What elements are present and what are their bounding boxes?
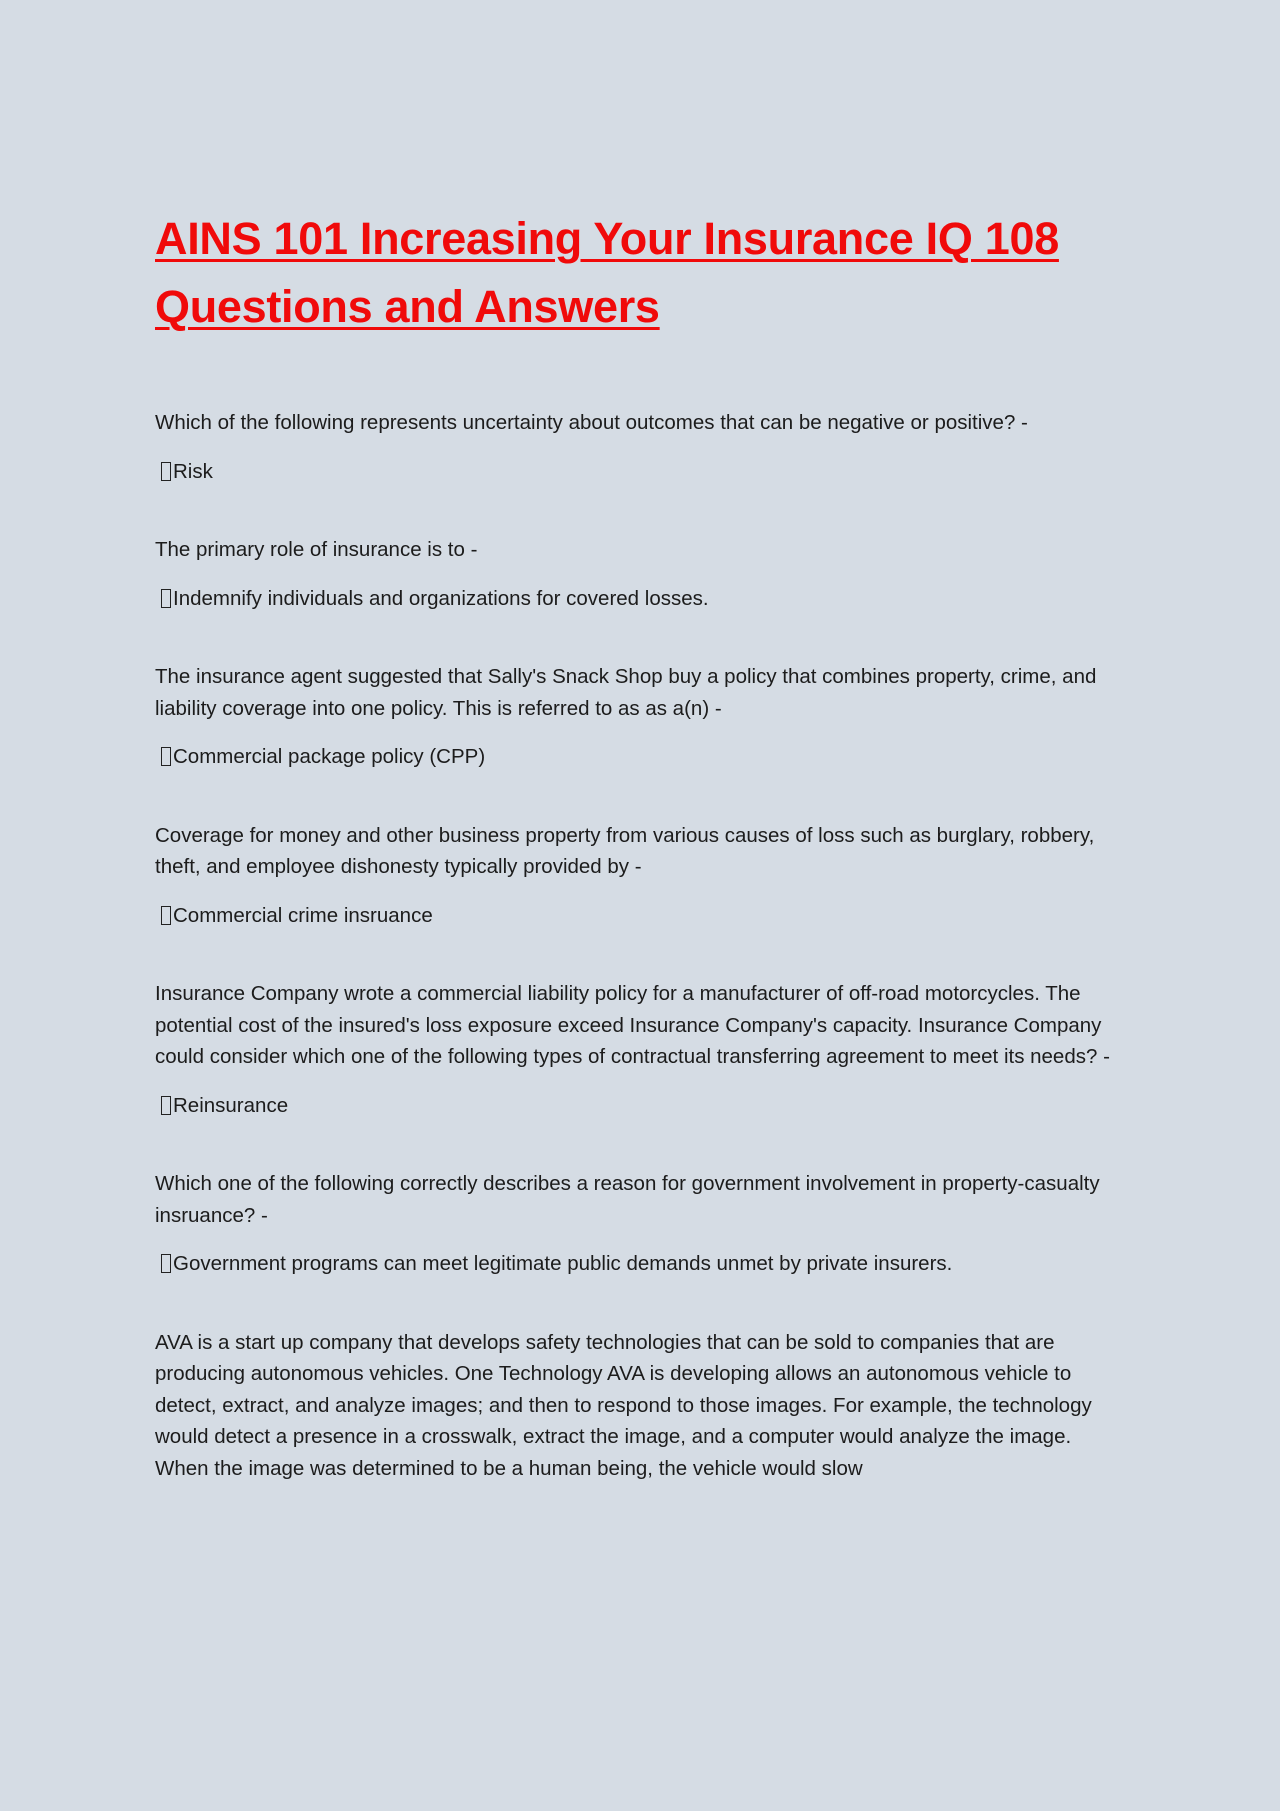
box-glyph-icon (161, 747, 171, 766)
answer-row (161, 1248, 1115, 1280)
document-body (155, 205, 1115, 1531)
question-text: The primary role of insurance is to - (155, 538, 478, 561)
box-glyph-icon (161, 1254, 171, 1273)
answer-text: Commercial crime insruance (173, 903, 433, 927)
qa-item (155, 661, 1115, 773)
question-text: Coverage for money and other business property from various causes of loss such as burglary, robbery, theft, and employee dishonesty typically provided by - (155, 823, 1095, 878)
answer-text: Indemnify individuals and organizations for covered losses. (173, 586, 709, 610)
qa-item (155, 1168, 1115, 1280)
answer-row (161, 900, 1115, 932)
box-glyph-icon (161, 589, 171, 608)
qa-item (155, 534, 1115, 614)
qa-item (155, 978, 1115, 1121)
answer-row (161, 456, 1115, 488)
question-text: Which of the following represents uncertainty about outcomes that can be negative or positive? - (155, 411, 1028, 434)
question-text: Which one of the following correctly describes a reason for government involvement in property-casualty insruance? - (155, 1172, 1100, 1227)
box-glyph-icon (161, 462, 171, 481)
question-text: The insurance agent suggested that Sally's Snack Shop buy a policy that combines property, crime, and liability coverage into one policy. This is referred to as as a(n) - (155, 665, 1097, 720)
answer-text: Government programs can meet legitimate public demands unmet by private insurers. (173, 1252, 953, 1275)
box-glyph-icon (161, 1096, 171, 1115)
qa-item (155, 1327, 1115, 1485)
question-text: Insurance Company wrote a commercial liability policy for a manufacturer of off-road motorcycles. The potential cost of the insured's loss exposure exceed Insurance Company's capacity. Insurance Company could consider which one of the following types of contractual transferring agreement to meet its needs? - (155, 982, 1110, 1068)
box-glyph-icon (161, 906, 171, 925)
document-title: AINS 101 Increasing Your Insurance IQ 108 Questions and Answers (155, 213, 1059, 332)
answer-row (161, 1090, 1115, 1122)
answer-text: Reinsurance (173, 1093, 289, 1117)
qa-list (155, 407, 1115, 1484)
qa-item (155, 407, 1115, 487)
answer-text: Risk (173, 459, 213, 483)
question-text: AVA is a start up company that develops safety technologies that can be sold to companies that are producing autonomous vehicles. One Technology AVA is developing allows an autonomous vehicle to detect, extract, and analyze images; and then to respond to those images. For example, the technology would detect a presence in a crosswalk, extract the image, and a computer would analyze the image. When the image was determined to be a human being, the vehicle would slow (155, 1330, 1092, 1480)
answer-text: Commercial package policy (CPP) (173, 745, 486, 768)
qa-item (155, 820, 1115, 932)
answer-row (161, 741, 1115, 773)
answer-row (161, 583, 1115, 615)
